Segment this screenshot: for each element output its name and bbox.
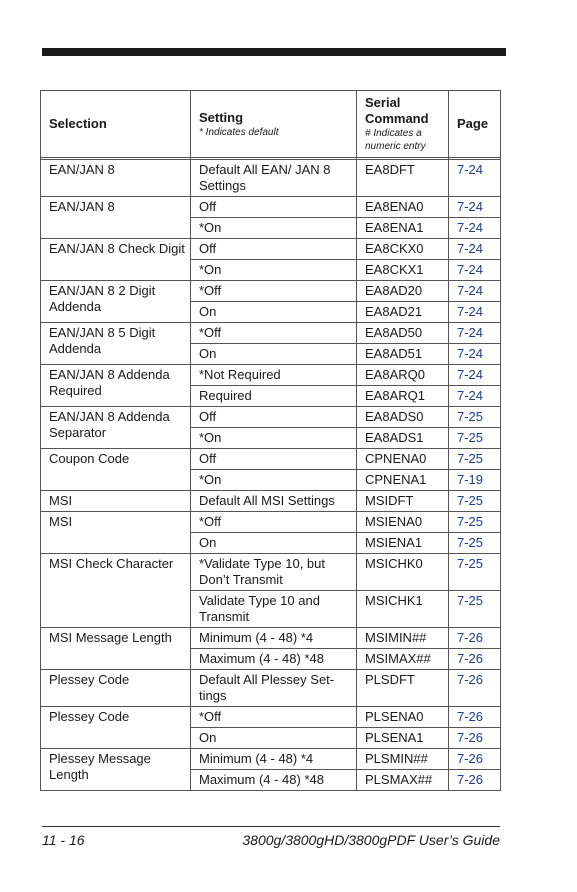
cell-page: 7-24: [449, 302, 501, 323]
table-row: [41, 707, 501, 728]
cell-serial-command: EA8AD20: [357, 281, 449, 302]
cell-page: 7-19: [449, 470, 501, 491]
cell-serial-command: PLSMAX##: [357, 770, 449, 791]
cell-serial-command: PLSDFT: [357, 670, 449, 707]
serial-command-table: [40, 90, 501, 791]
table-row: [41, 197, 501, 218]
cell-selection: MSI: [41, 512, 191, 554]
cell-page: 7-25: [449, 533, 501, 554]
cell-serial-command: EA8ENA1: [357, 218, 449, 239]
cell-serial-command: MSIMIN##: [357, 628, 449, 649]
cell-setting: Maximum (4 - 48) *48: [191, 649, 357, 670]
cell-serial-command: EA8CKX0: [357, 239, 449, 260]
cell-selection: Coupon Code: [41, 449, 191, 491]
cell-selection: EAN/JAN 8: [41, 197, 191, 239]
table-row: [41, 512, 501, 533]
cell-setting: Minimum (4 - 48) *4: [191, 749, 357, 770]
cell-page: 7-24: [449, 386, 501, 407]
cell-setting: Validate Type 10 and Transmit: [191, 591, 357, 628]
cell-setting: On: [191, 533, 357, 554]
cell-serial-command: EA8AD21: [357, 302, 449, 323]
cell-setting: *On: [191, 218, 357, 239]
cell-setting: On: [191, 728, 357, 749]
cell-page: 7-24: [449, 344, 501, 365]
table-row: [41, 449, 501, 470]
cell-page: 7-26: [449, 770, 501, 791]
cell-setting: *On: [191, 428, 357, 449]
cell-page: 7-26: [449, 670, 501, 707]
cell-setting: On: [191, 302, 357, 323]
cell-serial-command: EA8ENA0: [357, 197, 449, 218]
cell-serial-command: PLSENA0: [357, 707, 449, 728]
cell-page: 7-25: [449, 449, 501, 470]
header-selection: Selection: [41, 91, 191, 158]
cell-setting: Minimum (4 - 48) *4: [191, 628, 357, 649]
cell-serial-command: EA8DFT: [357, 160, 449, 197]
cell-page: 7-25: [449, 512, 501, 533]
cell-page: 7-24: [449, 323, 501, 344]
cell-setting: Off: [191, 449, 357, 470]
cell-setting: *Validate Type 10, but Don’t Transmit: [191, 554, 357, 591]
table-row: [41, 670, 501, 707]
cell-selection: MSI: [41, 491, 191, 512]
cell-serial-command: MSICHK0: [357, 554, 449, 591]
cell-selection: EAN/JAN 8 Addenda Separator: [41, 407, 191, 449]
footer-guide-title: 3800g/3800gHD/3800gPDF User’s Guide: [242, 832, 500, 848]
cell-page: 7-25: [449, 591, 501, 628]
cell-setting: On: [191, 344, 357, 365]
header-serial-command: Serial Command # Indicates a numeric entry: [357, 91, 449, 158]
cell-serial-command: EA8ADS1: [357, 428, 449, 449]
table-row: [41, 239, 501, 260]
cell-page: 7-26: [449, 749, 501, 770]
cell-selection: EAN/JAN 8 2 Digit Addenda: [41, 281, 191, 323]
cell-serial-command: MSIDFT: [357, 491, 449, 512]
cell-page: 7-24: [449, 365, 501, 386]
cell-setting: *Not Required: [191, 365, 357, 386]
cell-setting: Off: [191, 407, 357, 428]
cell-page: 7-24: [449, 197, 501, 218]
cell-setting: Default All Plessey Set- tings: [191, 670, 357, 707]
cell-serial-command: MSICHK1: [357, 591, 449, 628]
header-serial-note: # Indicates a numeric entry: [365, 128, 426, 152]
cell-serial-command: CPNENA0: [357, 449, 449, 470]
cell-serial-command: EA8AD51: [357, 344, 449, 365]
cell-serial-command: MSIMAX##: [357, 649, 449, 670]
table-row: [41, 323, 501, 344]
cell-serial-command: PLSENA1: [357, 728, 449, 749]
cell-page: 7-26: [449, 649, 501, 670]
cell-page: 7-25: [449, 407, 501, 428]
cell-page: 7-26: [449, 628, 501, 649]
footer-rule: [42, 826, 500, 827]
cell-serial-command: EA8CKX1: [357, 260, 449, 281]
cell-setting: *Off: [191, 323, 357, 344]
cell-page: 7-25: [449, 554, 501, 591]
table-row: [41, 491, 501, 512]
table-body: [41, 160, 501, 791]
cell-page: 7-24: [449, 218, 501, 239]
table-header-row: [41, 91, 501, 158]
header-setting-note: * Indicates default: [199, 126, 279, 138]
cell-page: 7-26: [449, 707, 501, 728]
table-row: [41, 554, 501, 591]
cell-serial-command: MSIENA0: [357, 512, 449, 533]
header-page: Page: [449, 91, 501, 158]
cell-selection: EAN/JAN 8 Check Digit: [41, 239, 191, 281]
cell-setting: *Off: [191, 512, 357, 533]
cell-selection: Plessey Code: [41, 707, 191, 749]
table-row: [41, 407, 501, 428]
cell-selection: Plessey Message Length: [41, 749, 191, 791]
cell-selection: Plessey Code: [41, 670, 191, 707]
footer-page-number: 11 - 16: [42, 832, 85, 848]
cell-setting: *Off: [191, 281, 357, 302]
cell-page: 7-24: [449, 160, 501, 197]
cell-setting: Maximum (4 - 48) *48: [191, 770, 357, 791]
cell-serial-command: CPNENA1: [357, 470, 449, 491]
cell-setting: Off: [191, 197, 357, 218]
cell-setting: Default All EAN/ JAN 8 Settings: [191, 160, 357, 197]
cell-serial-command: MSIENA1: [357, 533, 449, 554]
cell-serial-command: EA8ADS0: [357, 407, 449, 428]
cell-page: 7-24: [449, 260, 501, 281]
cell-serial-command: EA8ARQ1: [357, 386, 449, 407]
cell-page: 7-24: [449, 239, 501, 260]
cell-setting: Off: [191, 239, 357, 260]
table-row: [41, 281, 501, 302]
cell-selection: EAN/JAN 8 Addenda Required: [41, 365, 191, 407]
cell-setting: Required: [191, 386, 357, 407]
cell-selection: MSI Message Length: [41, 628, 191, 670]
cell-selection: MSI Check Character: [41, 554, 191, 628]
cell-setting: *On: [191, 470, 357, 491]
cell-serial-command: PLSMIN##: [357, 749, 449, 770]
cell-page: 7-24: [449, 281, 501, 302]
cell-setting: Default All MSI Settings: [191, 491, 357, 512]
cell-setting: *On: [191, 260, 357, 281]
cell-page: 7-25: [449, 428, 501, 449]
table-row: [41, 365, 501, 386]
header-setting: Setting * Indicates default: [191, 91, 357, 158]
cell-selection: EAN/JAN 8: [41, 160, 191, 197]
top-rule: [42, 48, 506, 56]
cell-serial-command: EA8AD50: [357, 323, 449, 344]
cell-setting: *Off: [191, 707, 357, 728]
cell-selection: EAN/JAN 8 5 Digit Addenda: [41, 323, 191, 365]
cell-serial-command: EA8ARQ0: [357, 365, 449, 386]
cell-page: 7-26: [449, 728, 501, 749]
cell-page: 7-25: [449, 491, 501, 512]
table-row: [41, 628, 501, 649]
table-row: [41, 749, 501, 770]
table-row: [41, 160, 501, 197]
